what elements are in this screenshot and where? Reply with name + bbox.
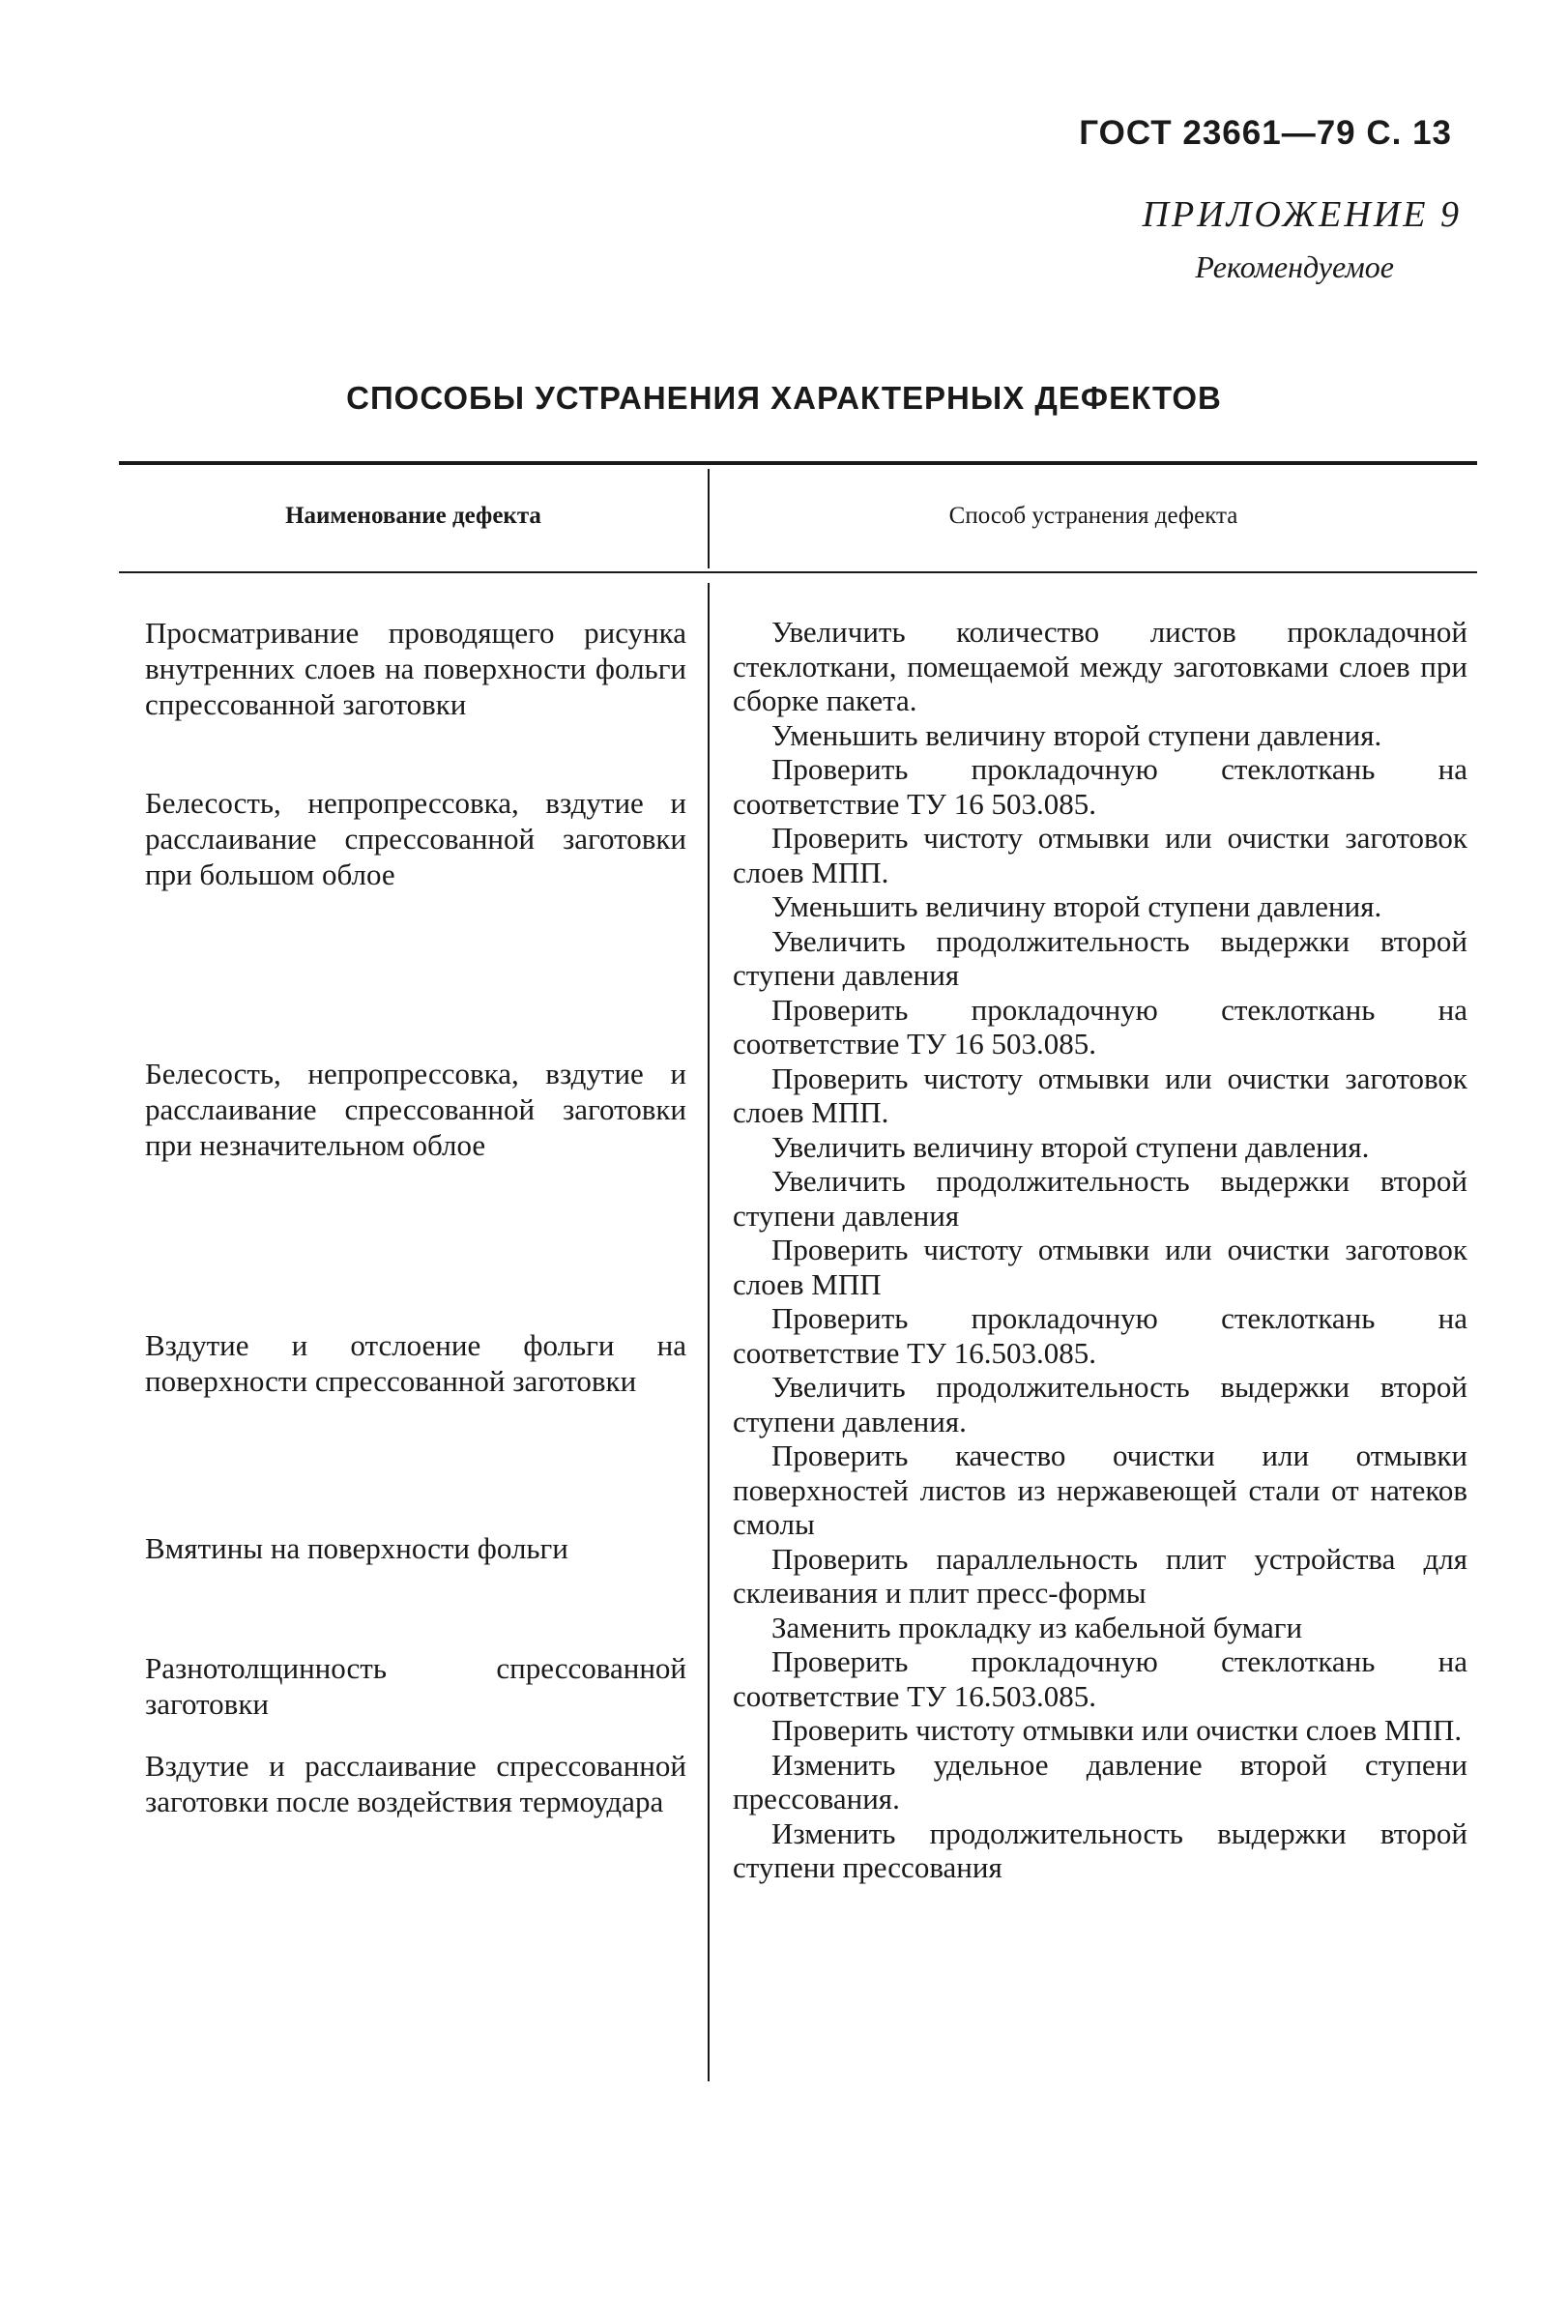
- remedy-item: Проверить чистоту отмывки или очистки заготовок слоев МПП.: [733, 821, 1467, 889]
- remedy-item: Проверить прокладочную стеклоткань на соответствие ТУ 16 503.085.: [733, 752, 1467, 821]
- defect-row-2: Белесость, непропрессовка, вздутие и расслаивание спрессованной заготовки при большом облое: [145, 786, 686, 891]
- defect-row-5: Вмятины на поверхности фольги: [145, 1531, 568, 1565]
- remedy-item: Проверить качество очистки или отмывки поверхностей листов из нержавеющей стали от натеков смолы: [733, 1438, 1467, 1541]
- column-header-remedy: Способ устранения дефекта: [948, 503, 1238, 529]
- remedy-item: Уменьшить величину второй ступени давления.: [771, 717, 1382, 752]
- defect-row-1: Просматривание проводящего рисунка внутренних слоев на поверхности фольги спрессованной заготовки: [145, 616, 686, 721]
- remedy-item: Заменить прокладку из кабельной бумаги: [771, 1610, 1303, 1644]
- defect-row-7: Вздутие и расслаивание спрессованной заготовки после воздействия термоудара: [145, 1749, 686, 1818]
- defect-row-6: Разнотолщинность спрессованной заготовки: [145, 1651, 686, 1721]
- defect-row-4: Вздутие и отслоение фольги на поверхности спрессованной заготовки: [145, 1328, 686, 1398]
- table-top-rule: [119, 461, 1477, 465]
- remedy-item: Проверить чистоту отмывки или очистки заготовок слоев МПП.: [733, 1060, 1467, 1129]
- remedy-item: Проверить прокладочную стеклоткань на соответствие ТУ 16.503.085.: [733, 1301, 1467, 1370]
- remedy-item: Увеличить продолжительность выдержки второй ступени давления.: [733, 1370, 1467, 1438]
- defect-row-3: Белесость, непропрессовка, вздутие и расслаивание спрессованной заготовки при незначительном облое: [145, 1057, 686, 1162]
- page-title: СПОСОБЫ УСТРАНЕНИЯ ХАРАКТЕРНЫХ ДЕФЕКТОВ: [346, 380, 1222, 416]
- table-header-rule: [119, 571, 1477, 573]
- remedy-item: Проверить прокладочную стеклоткань на соответствие ТУ 16 503.085.: [733, 992, 1467, 1060]
- remedy-item: Изменить продолжительность выдержки второй ступени прессования: [733, 1816, 1467, 1884]
- appendix-status: Рекомендуемое: [1195, 249, 1394, 284]
- remedy-item: Проверить чистоту отмывки или очистки заготовок слоев МПП: [733, 1233, 1467, 1301]
- remedy-item: Изменить удельное давление второй ступени прессования.: [733, 1747, 1467, 1816]
- remedy-item: Проверить чистоту отмывки или очистки слоев МПП.: [771, 1713, 1463, 1747]
- remedy-column: [733, 615, 1467, 1885]
- column-header-defect: Наименование дефекта: [285, 503, 541, 529]
- remedy-item: Увеличить продолжительность выдержки второй ступени давления: [733, 1164, 1467, 1233]
- remedy-item: Увеличить продолжительность выдержки второй ступени давления: [733, 923, 1467, 992]
- standard-page-header: ГОСТ 23661—79 С. 13: [1079, 114, 1452, 152]
- remedy-item: Увеличить величину второй ступени давления.: [771, 1129, 1370, 1164]
- remedy-item: Проверить прокладочную стеклоткань на соответствие ТУ 16.503.085.: [733, 1644, 1467, 1713]
- remedy-item: Уменьшить величину второй ступени давления.: [771, 889, 1382, 923]
- table-column-divider: [708, 583, 710, 2081]
- appendix-label: ПРИЛОЖЕНИЕ 9: [1142, 194, 1462, 235]
- remedy-item: Проверить параллельность плит устройства для склеивания и плит пресс-формы: [733, 1541, 1467, 1610]
- remedy-item: Увеличить количество листов прокладочной стеклоткани, помещаемой между заготовками слоев при сборке пакета.: [733, 615, 1467, 717]
